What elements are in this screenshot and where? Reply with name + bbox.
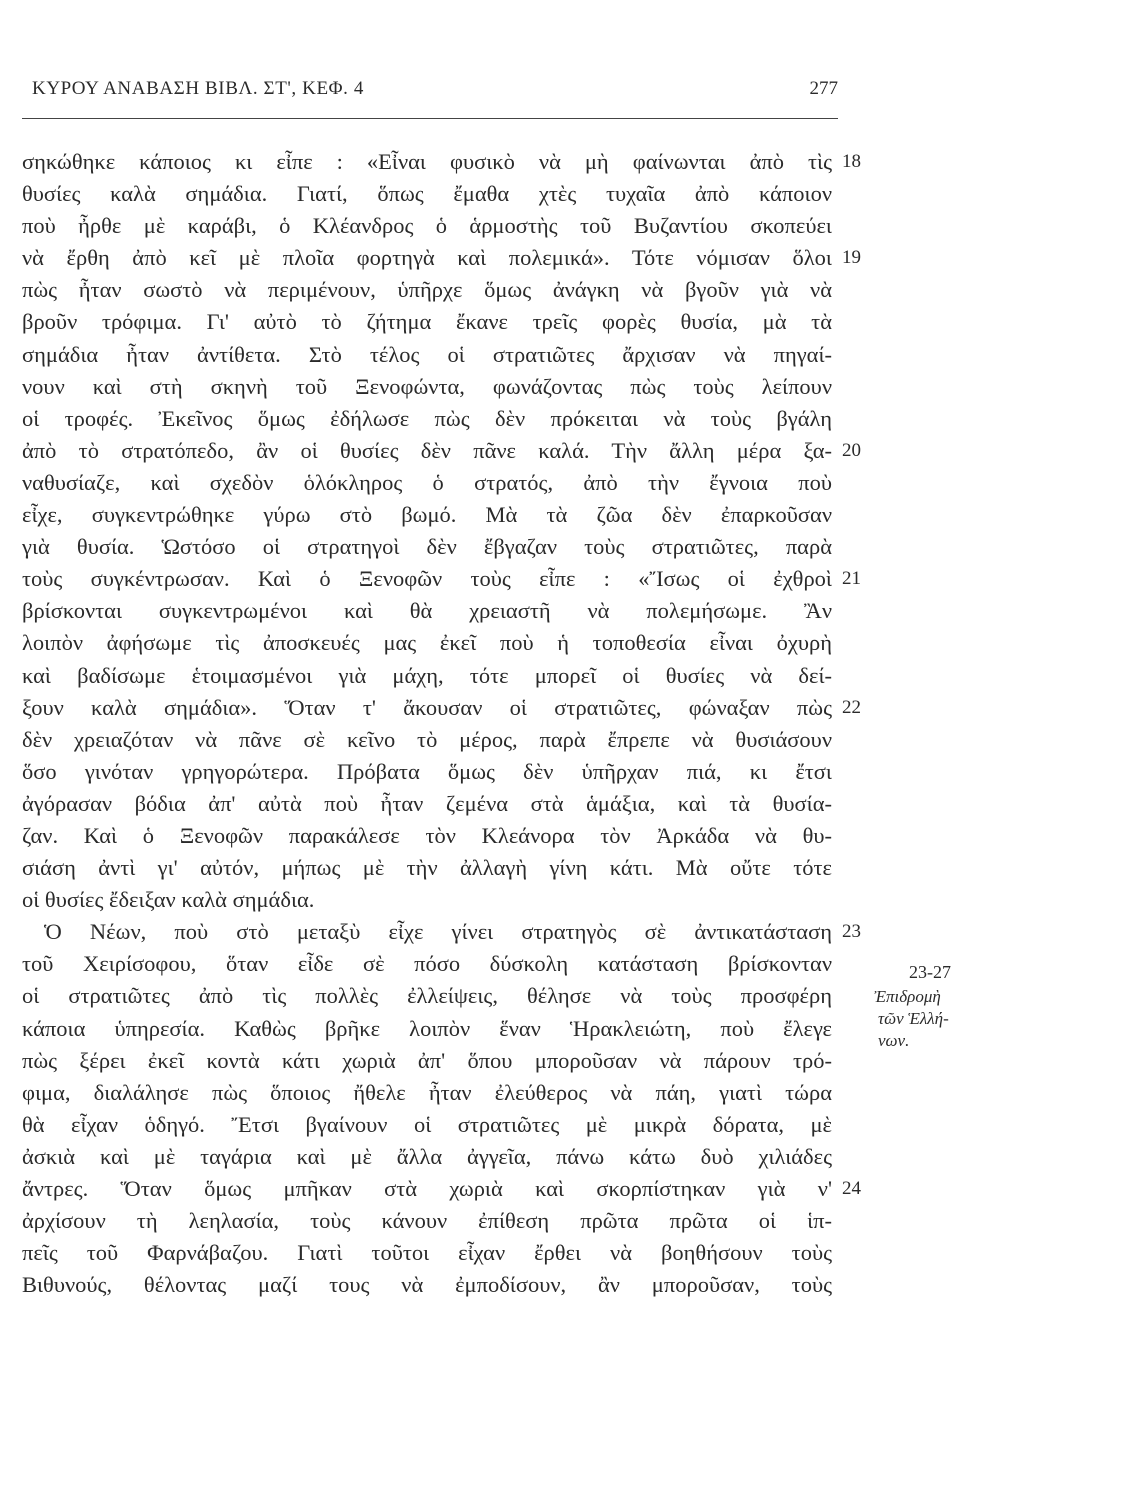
text-line-content: ναθυσίαζε, καὶ σχεδὸν ὁλόκληρος ὁ στρατός, ἀπὸ τὴν ἔγνοια ποὺ: [22, 469, 832, 495]
text-line: [22, 339, 832, 371]
text-line: [22, 178, 832, 210]
text-line-content: σημάδια ἦταν ἀντίθετα. Στὸ τέλος οἱ στρατιῶτες ἄρχισαν νὰ πηγαί-: [22, 341, 832, 367]
text-line: [22, 852, 832, 884]
body-text: [22, 146, 861, 1301]
text-line: [22, 1077, 832, 1109]
text-line-content: σηκώθηκε κάποιος κι εἶπε : «Εἶναι φυσικὸ νὰ μὴ φαίνωνται ἀπὸ τὶς: [22, 149, 832, 174]
text-line-content: ὅσο γινόταν γρηγορώτερα. Πρόβατα ὅμως δὲν ὑπῆρχαν πιά, κι ἔτσι: [22, 758, 832, 784]
text-line-content: τοὺς συγκέντρωσαν. Καὶ ὁ Ξενοφῶν τοὺς εἶπε : «Ἴσως οἱ ἐχθροὶ: [22, 566, 832, 592]
text-line: [22, 788, 832, 820]
text-line: [22, 1109, 832, 1141]
side-note-line: Ἐπιδρομὴ: [874, 987, 941, 1006]
text-line-content: βροῦν τρόφιμα. Γι' αὐτὸ τὸ ζήτημα ἔκανε τρεῖς φορὲς θυσία, μὰ τὰ: [22, 309, 832, 335]
text-line-content: οἱ στρατιῶτες ἀπὸ τὶς πολλὲς ἐλλείψεις, θέλησε νὰ τοὺς προσφέρη: [22, 983, 832, 1009]
text-line-content: εἶχε, συγκεντρώθηκε γύρω στὸ βωμό. Μὰ τὰ ζῶα δὲν ἐπαρκοῦσαν: [22, 502, 832, 528]
text-line-content: γιὰ θυσία. Ὡστόσο οἱ στρατηγοὶ δὲν ἔβγαζαν τοὺς στρατιῶτες, παρὰ: [22, 534, 832, 560]
section-number: 21: [842, 568, 861, 590]
text-line-content: θυσίες καλὰ σημάδια. Γιατί, ὅπως ἔμαθα χτὲς τυχαῖα ἀπὸ κάποιον: [22, 181, 832, 207]
text-line-content: πεῖς τοῦ Φαρνάβαζου. Γιατὶ τοῦτοι εἶχαν ἔρθει νὰ βοηθήσουν τοὺς: [22, 1240, 832, 1266]
text-line-content: σιάση ἀντὶ γι' αὐτόν, μήπως μὲ τὴν ἀλλαγὴ γίνη κάτι. Μὰ οὔτε τότε: [22, 855, 832, 881]
text-line-content: καὶ βαδίσωμε ἑτοιμασμένοι γιὰ μάχη, τότε μπορεῖ οἱ θυσίες νὰ δεί-: [22, 662, 832, 688]
text-line-content: κάποια ὑπηρεσία. Καθὼς βρῆκε λοιπὸν ἕναν Ἡρακλειώτη, ποὺ ἔλεγε: [22, 1015, 832, 1041]
text-line: [22, 371, 832, 403]
text-line-content: νουν καὶ στὴ σκηνὴ τοῦ Ξενοφώντα, φωνάζοντας πὼς τοὺς λείπουν: [22, 373, 832, 399]
text-line: [22, 627, 832, 659]
text-line: [22, 724, 832, 756]
section-number: 19: [842, 247, 861, 269]
text-line-content: ποὺ ἦρθε μὲ καράβι, ὁ Κλέανδρος ὁ ἁρμοστὴς τοῦ Βυζαντίου σκοπεύει: [22, 213, 832, 239]
text-line: [22, 403, 832, 435]
text-line: [22, 1141, 832, 1173]
text-line-content: πὼς ἦταν σωστὸ νὰ περιμένουν, ὑπῆρχε ὅμως ἀνάγκη νὰ βγοῦν γιὰ νὰ: [22, 277, 832, 303]
page-number: 277: [809, 78, 838, 99]
text-line: [22, 1269, 832, 1301]
text-line: [22, 692, 861, 724]
section-number: 23: [842, 921, 861, 943]
text-line-content: ἀγόρασαν βόδια ἀπ' αὐτὰ ποὺ ἦταν ζεμένα στὰ ἁμάξια, καὶ τὰ θυσία-: [22, 790, 832, 816]
text-line: [22, 1013, 832, 1045]
text-line-content: θὰ εἶχαν ὁδηγό. Ἔτσι βγαίνουν οἱ στρατιῶτες μὲ μικρὰ δόρατα, μὲ: [22, 1111, 832, 1137]
text-line-content: Βιθυνούς, θέλοντας μαζί τους νὰ ἐμποδίσουν, ἂν μποροῦσαν, τοὺς: [22, 1272, 832, 1298]
section-number: 22: [842, 696, 861, 718]
section-number: 20: [842, 439, 861, 461]
text-line: [22, 531, 832, 563]
text-line: [22, 467, 832, 499]
text-line: [22, 1045, 832, 1077]
text-line-content: ἀπὸ τὸ στρατόπεδο, ἂν οἱ θυσίες δὲν πᾶνε καλά. Τὴν ἄλλη μέρα ξα-: [22, 437, 832, 463]
text-line: [22, 146, 861, 178]
page-header: [22, 78, 838, 119]
text-line-content: οἱ θυσίες ἔδειξαν καλὰ σημάδια.: [22, 887, 315, 913]
text-line: [22, 1237, 832, 1269]
text-line: [22, 595, 832, 627]
text-line-content: φιμα, διαλάλησε πὼς ὅποιος ἤθελε ἦταν ἐλεύθερος νὰ πάη, γιατὶ τώρα: [22, 1079, 832, 1105]
running-head: ΚΥΡΟΥ ΑΝΑΒΑΣΗ ΒΙΒΛ. ΣΤ', ΚΕΦ. 4: [32, 78, 364, 99]
text-line: [22, 306, 832, 338]
text-line: [22, 660, 832, 692]
text-line: [22, 435, 861, 467]
text-line-content: τοῦ Χειρίσοφου, ὅταν εἶδε σὲ πόσο δύσκολη κατάσταση βρίσκονταν: [22, 951, 832, 977]
text-line-content: ἄντρες. Ὅταν ὅμως μπῆκαν στὰ χωριὰ καὶ σκορπίστηκαν γιὰ ν': [22, 1176, 832, 1201]
text-line: [22, 499, 832, 531]
text-line-content: Ὁ Νέων, ποὺ στὸ μεταξὺ εἶχε γίνει στρατηγὸς σὲ ἀντικατάσταση: [44, 919, 832, 945]
text-line: [22, 274, 832, 306]
text-line: [22, 563, 861, 595]
section-number: 18: [842, 151, 861, 172]
text-line: [22, 210, 832, 242]
text-line: [22, 980, 832, 1012]
side-note-range: 23-27: [909, 962, 951, 982]
text-line-content: ξουν καλὰ σημάδια». Ὅταν τ' ἄκουσαν οἱ στρατιῶτες, φώναξαν πὼς: [22, 694, 832, 720]
section-number: 24: [842, 1178, 861, 1199]
text-line-content: ζαν. Καὶ ὁ Ξενοφῶν παρακάλεσε τὸν Κλεάνορα τὸν Ἀρκάδα νὰ θυ-: [22, 822, 832, 848]
text-line-content: ἀρχίσουν τὴ λεηλασία, τοὺς κάνουν ἐπίθεση πρῶτα πρῶτα οἱ ἱπ-: [22, 1208, 832, 1234]
text-line-content: δὲν χρειαζόταν νὰ πᾶνε σὲ κεῖνο τὸ μέρος, παρὰ ἔπρεπε νὰ θυσιάσουν: [22, 726, 832, 752]
text-line: [22, 756, 832, 788]
text-line: [22, 1173, 861, 1205]
text-line-content: οἱ τροφές. Ἐκεῖνος ὅμως ἐδήλωσε πὼς δὲν πρόκειται νὰ τοὺς βγάλη: [22, 405, 832, 431]
text-line: [22, 916, 861, 948]
text-line: [22, 820, 832, 852]
text-line-content: βρίσκονται συγκεντρωμένοι καὶ θὰ χρειαστῆ νὰ πολεμήσωμε. Ἂν: [22, 598, 832, 624]
text-line-content: ἀσκιὰ καὶ μὲ ταγάρια καὶ μὲ ἄλλα ἀγγεῖα, πάνω κάτω δυὸ χιλιάδες: [22, 1143, 832, 1169]
text-line: [22, 884, 832, 916]
text-line-content: λοιπὸν ἀφήσωμε τὶς ἀποσκευές μας ἐκεῖ ποὺ ἡ τοποθεσία εἶναι ὀχυρὴ: [22, 630, 832, 656]
text-line: [22, 948, 832, 980]
text-line-content: νὰ ἔρθη ἀπὸ κεῖ μὲ πλοῖα φορτηγὰ καὶ πολεμικά». Τότε νόμισαν ὅλοι: [22, 245, 832, 271]
text-line: [22, 1205, 832, 1237]
side-note-line: τῶν Ἑλλή-: [878, 1009, 949, 1028]
text-line: [22, 242, 861, 274]
side-note: [870, 962, 990, 1052]
side-note-line: νων.: [878, 1031, 910, 1050]
text-line-content: πὼς ξέρει ἐκεῖ κοντὰ κάτι χωριὰ ἀπ' ὅπου μποροῦσαν νὰ πάρουν τρό-: [22, 1047, 832, 1073]
